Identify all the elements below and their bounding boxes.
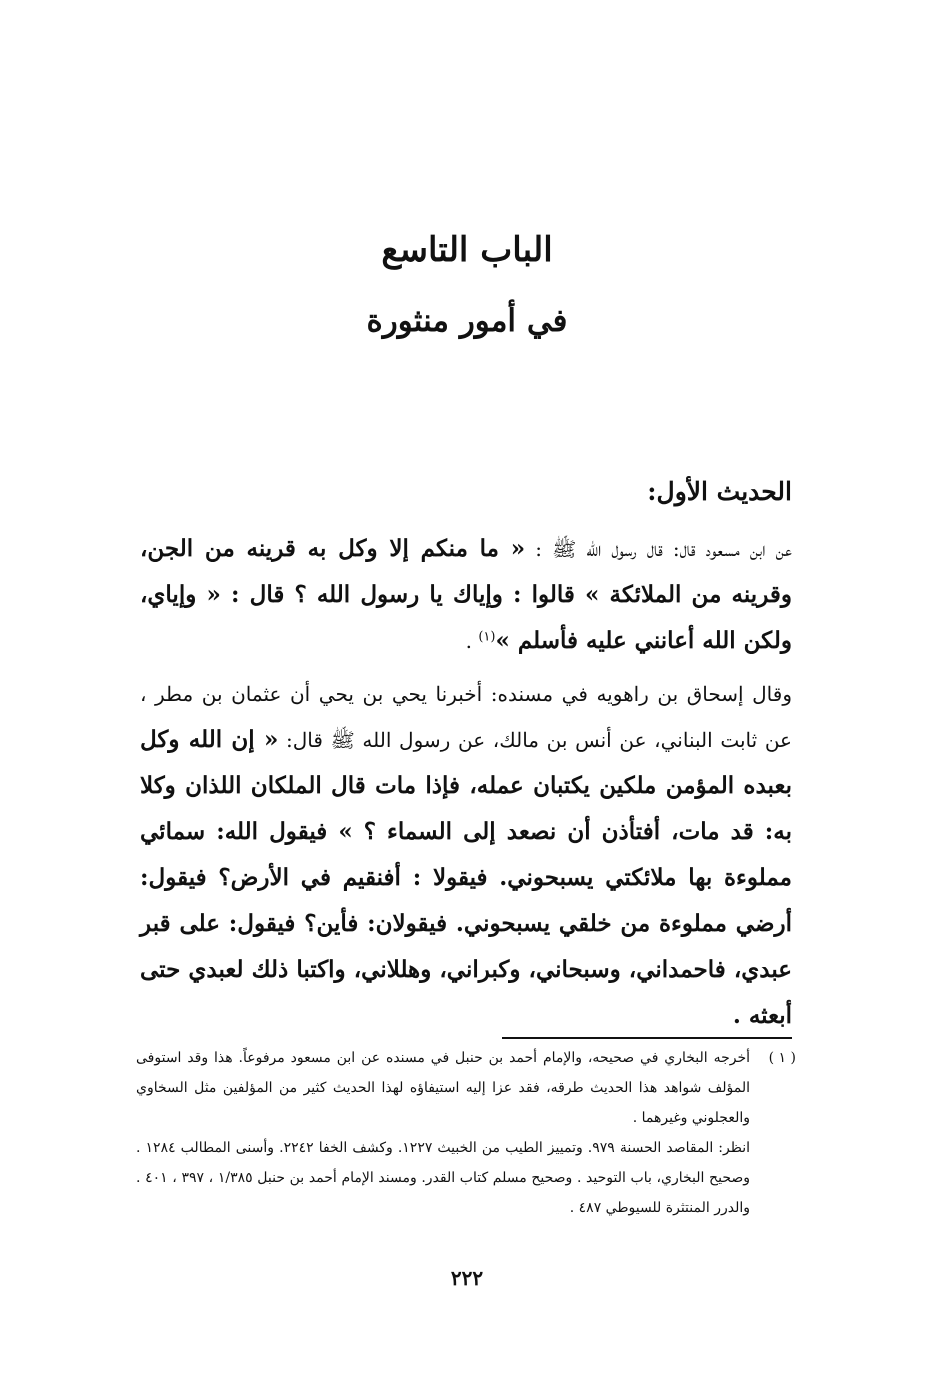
chapter-subtitle: في أمور منثورة: [366, 303, 568, 339]
hadith-text: « ما منكم إلا وكل به قرينه من الجن، وقرينه من الملائكة » قالوا : وإياك يا رسول الله ؟ قال : « وإياي، ولكن الله أعانني عليه فأسلم »: [140, 535, 792, 654]
section-heading: الحديث الأول:: [647, 477, 792, 506]
footnote-text: أخرجه البخاري في صحيحه، والإمام أحمد بن حنبل في مسنده عن ابن مسعود مرفوعاً. هذا وقد استوفى المؤلف شواهد هذا الحديث طرقه، فقد عزا إليه استيفاؤه لهذا الحديث كثير من المؤلفين مثل السخاوي والعجلوني وغيرهما .: [136, 1050, 750, 1126]
paragraph-intro: وقال إسحاق بن راهويه في مسنده: أخبرنا يحي بن يحي أن عثمان بن مطر ، عن ثابت البناني، عن أنس بن مالك، عن رسول الله ﷺ قال:: [140, 682, 792, 752]
footnote-item: [136, 1043, 796, 1223]
footnote-divider: [502, 1037, 792, 1039]
paragraph-intro: عن ابن مسعود قال: قال رسول الله ﷺ :: [525, 537, 792, 561]
chapter-title: الباب التاسع: [381, 230, 553, 270]
footnote-reference[interactable]: (١): [478, 629, 496, 645]
page-number: ٢٢٢: [450, 1266, 484, 1290]
footnote-number: ( ١ ): [768, 1050, 796, 1066]
paragraph-first-hadith: [140, 526, 792, 664]
paragraph-end: .: [465, 629, 479, 653]
hadith-text: « إن الله وكل بعبده المؤمن ملكين يكتبان عمله، فإذا مات قال الملكان اللذان وكلا به: قد مات، أفتأذن أن نصعد إلى السماء ؟ » فيقول الله: سمائي مملوءة بها ملائكتي يسبحوني. فيقولا : أفنقيم في الأرض؟ فيقول: أرضي مملوءة من خلقي يسبحوني. فيقولان: فأين؟ فيقول: على قبر عبدي، فاحمداني، وسبحاني، وكبراني، وهللاني، واكتبا ذلك لعبدي حتى أبعثه .: [140, 726, 792, 1029]
paragraph-second-narration: [140, 672, 792, 1039]
footnotes-section: [136, 1043, 796, 1223]
footnote-sources: انظر: المقاصد الحسنة ٩٧٩. وتمييز الطيب من الخبيث ١٢٢٧. وكشف الخفا ٢٢٤٢. وأسنى المطالب ١٢٨٤ . وصحيح البخاري، باب التوحيد . وصحيح مسلم كتاب القدر. ومسند الإمام أحمد بن حنبل ١/٣٨٥ ، ٣٩٧ ، ٤٠١ . والدرر المنتثرة للسيوطي ٤٨٧ .: [136, 1140, 751, 1216]
